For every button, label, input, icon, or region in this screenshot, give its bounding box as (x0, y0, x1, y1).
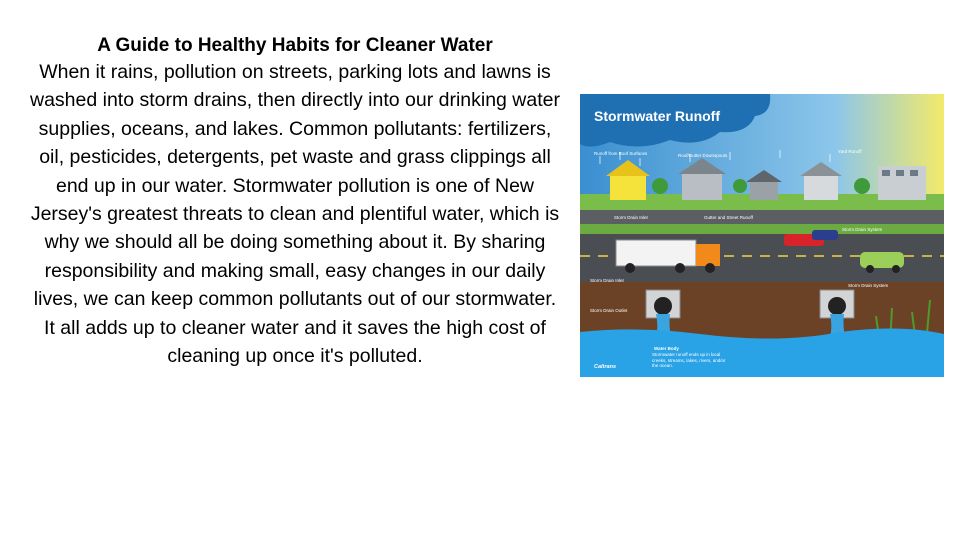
label-water-body: Water Body (654, 346, 679, 351)
label-yard-runoff: Yard Runoff (838, 149, 862, 154)
label-note: Stormwater runoff ends up in local creeks, streams, lakes, rivers, and/or the ocean. (652, 352, 726, 368)
middle-grass (580, 224, 944, 234)
label-inlet: Storm Drain Inlet (614, 215, 648, 220)
label-inlet-lower: Storm Drain Inlet (590, 278, 624, 283)
text-block (28, 34, 562, 370)
caltrans-logo: Caltrans (594, 364, 617, 370)
label-system-upper: Storm Drain System (842, 227, 883, 232)
infographic-title: Stormwater Runoff (594, 108, 720, 124)
note-container (652, 352, 732, 376)
slide-body: When it rains, pollution on streets, parking lots and lawns is washed into storm drains, then directly into our drinking water supplies, oceans, and lakes. Common pollutants: fertilizers, oil, pesticides, detergents, pet waste and grass clippings all end up in our water. Stormwater pollution is one of New Jersey's greatest threats to clean and plentiful water, which is why we should all be doing something about it. By sharing responsibility and making small, easy changes in our daily lives, we can keep common pollutants out of our stormwater. It all adds up to cleaner water and it saves the high cost of cleaning up once it's polluted. (29, 61, 560, 368)
slide-title: A Guide to Healthy Habits for Cleaner Water (97, 35, 493, 56)
label-gutter-street: Gutter and Street Runoff (704, 215, 753, 220)
label-gutter: Roof/Gutter Downspouts (678, 153, 728, 158)
label-system-lower: Storm Drain System (848, 283, 889, 288)
stormwater-infographic (580, 94, 944, 377)
label-outlet: Storm Drain Outlet (590, 308, 628, 313)
label-roof-runoff: Runoff from Roof Surfaces (594, 151, 648, 156)
